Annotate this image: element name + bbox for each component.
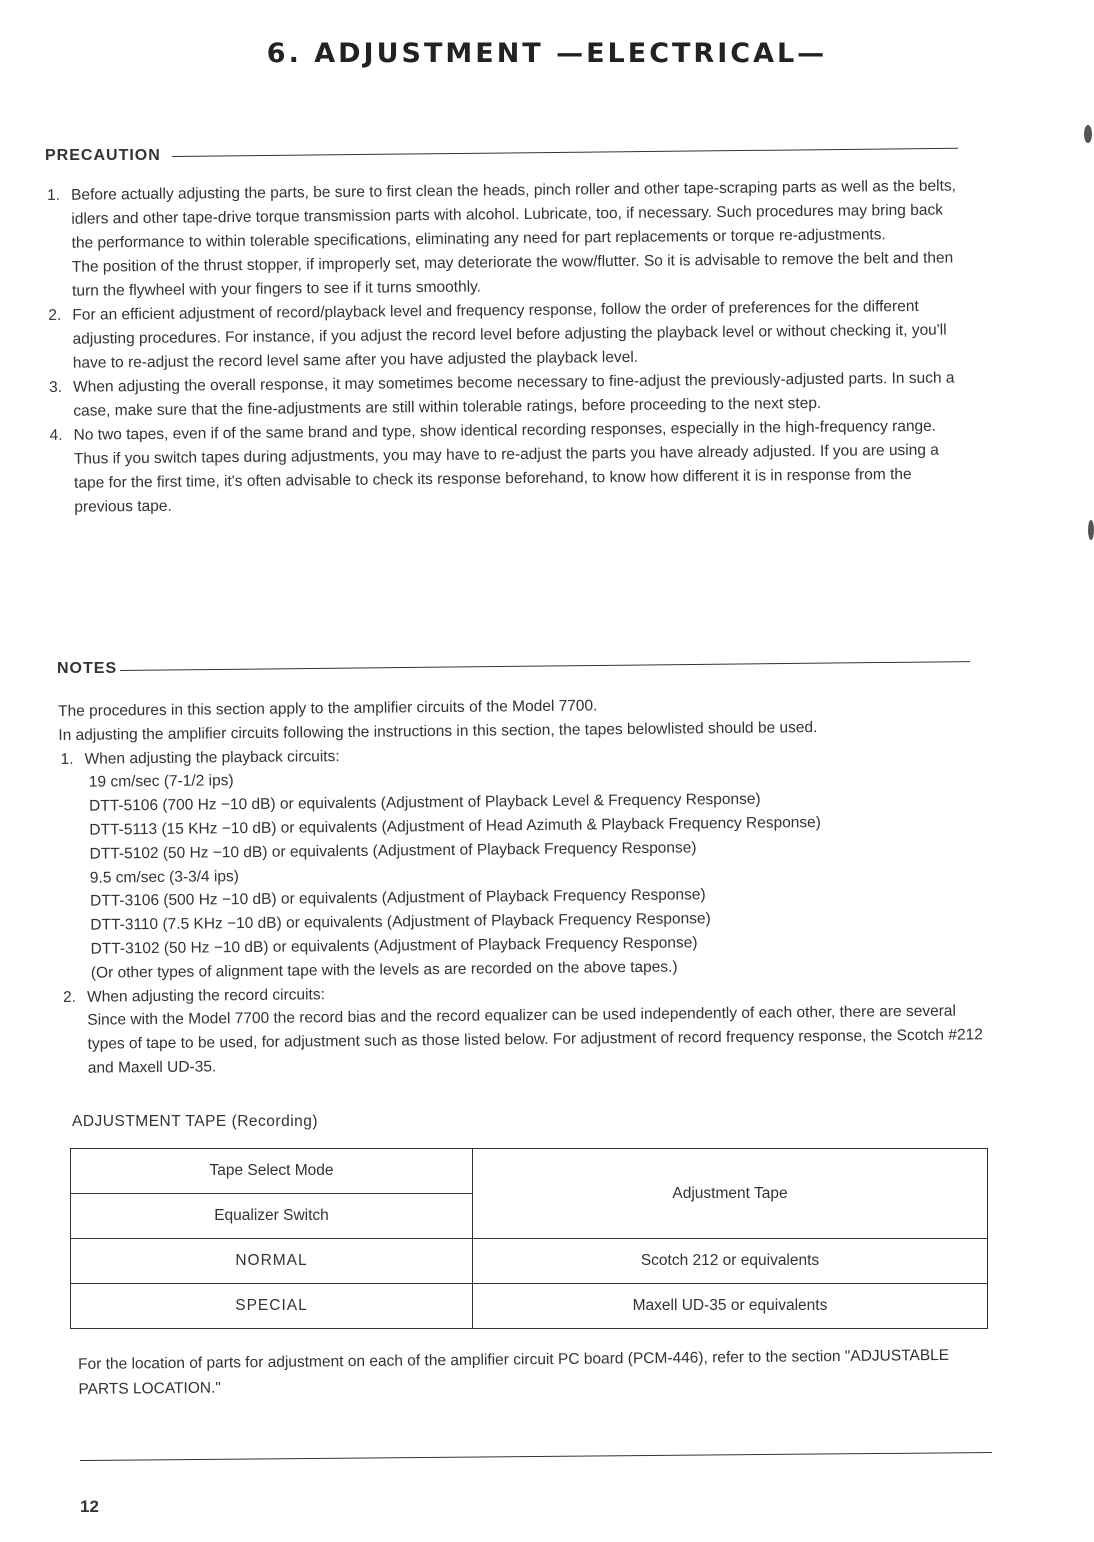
item-number: 2. <box>63 988 77 1006</box>
notes-item-record <box>61 976 984 1081</box>
item-text: Before actually adjusting the parts, be sure to first clean the heads, pinch roller and other tape-scraping parts as well as the belts, idlers and other tape-drive torque transmission parts with alcohol. Lubricate, too, if necessary. Such procedures may bring back the performance to within tolerable specifications, eliminating any need for part replacements or torque re-adjustments. <box>71 177 957 252</box>
table-row <box>71 1284 988 1329</box>
other-types-note: (Or other types of alignment tape with the levels as are recorded on the above tapes.) <box>90 958 678 982</box>
tape-entry: DTT-3106 (500 Hz −10 dB) or equivalents (Adjustment of Playback Frequency Response) <box>90 886 706 911</box>
notes-heading: NOTES <box>57 660 118 677</box>
tape-speed-2: 9.5 cm/sec (3-3/4 ips) <box>89 867 239 887</box>
tape-speed-1: 19 cm/sec (7-1/2 ips) <box>88 772 234 792</box>
item-number: 3. <box>49 378 63 396</box>
tape-entry: DTT-3110 (7.5 KHz −10 dB) or equivalents (Adjustment of Playback Frequency Response) <box>90 910 711 934</box>
notes-intro-1: The procedures in this section apply to the amplifier circuits of the Model 7700. <box>58 697 598 720</box>
header-equalizer-switch: Equalizer Switch <box>71 1194 473 1239</box>
item-text: When adjusting the overall response, it may sometimes become necessary to fine-adjust the previously-adjusted parts. In such a case, make sure that the fine-adjustments are still within tolerable ratings, before proceeding to the next step. <box>73 369 955 420</box>
item-number: 4. <box>49 426 63 444</box>
precaution-list <box>45 174 960 520</box>
tape-entry: DTT-5102 (50 Hz −10 dB) or equivalents (Adjustment of Playback Frequency Response) <box>89 839 697 863</box>
footer-note: For the location of parts for adjustment on each of the amplifier circuit PC board (PCM-446), refer to the section "ADJUSTABLE PARTS LOCATION." <box>78 1346 950 1398</box>
table-row <box>71 1149 988 1194</box>
scan-mark <box>1084 125 1092 143</box>
item-text: No two tapes, even if of the same brand and type, show identical recording responses, especially in the high-frequency range. Thus if you switch tapes during adjustments, you may have to re-adjust the parts you have already adjusted. If you are using a tape for the first time, it's often advisable to check its response beforehand, to know how different it is in response from the previous tape. <box>73 417 939 516</box>
notes-rule <box>120 661 970 671</box>
notes-body <box>58 690 984 1080</box>
table-row <box>71 1239 988 1284</box>
item-text: For an efficient adjustment of record/playback level and frequency response, follow the order of preferences for the different adjusting procedures. For instance, if you adjust the record level before adjusting the playback level or without checking it, you'll have to re-adjust the record level same after you have adjusted the playback level. <box>72 297 947 372</box>
tape-entry: DTT-5106 (700 Hz −10 dB) or equivalents (Adjustment of Playback Level & Frequency Response) <box>89 790 761 815</box>
scan-mark <box>1088 520 1094 540</box>
mode-cell: NORMAL <box>71 1239 473 1284</box>
mode-cell: SPECIAL <box>71 1284 473 1329</box>
tape-cell: Scotch 212 or equivalents <box>473 1239 988 1284</box>
tape-entry: DTT-3102 (50 Hz −10 dB) or equivalents (Adjustment of Playback Frequency Response) <box>90 934 698 958</box>
tape-entry: DTT-5113 (15 KHz −10 dB) or equivalents (Adjustment of Head Azimuth & Playback Frequency Response) <box>89 814 822 839</box>
precaution-item <box>45 174 958 304</box>
item-text: Since with the Model 7700 the record bias and the record equalizer can be used independently of each other, there are several types of tape to be used, for adjustment such as those listed below. For adjustment of record frequency response, the Scotch #212 and Maxell UD-35. <box>87 1002 983 1077</box>
notes-intro-2: In adjusting the amplifier circuits following the instructions in this section, the tapes belowlisted should be used. <box>58 718 818 744</box>
precaution-item <box>46 294 959 376</box>
precaution-heading: PRECAUTION <box>45 147 161 164</box>
item-label: When adjusting the record circuits: <box>87 985 325 1006</box>
precaution-item <box>48 414 961 520</box>
page-title: 6. ADJUSTMENT —ELECTRICAL— <box>266 38 828 69</box>
page-number: 12 <box>80 1497 99 1516</box>
item-extra-text: The position of the thrust stopper, if improperly set, may deteriorate the wow/flutter. So it is advisable to remove the belt and then turn the flywheel with your fingers to see if it turns smoothly. <box>71 249 954 300</box>
tape-cell: Maxell UD-35 or equivalents <box>473 1284 988 1329</box>
item-number: 1. <box>47 186 61 204</box>
header-adjustment-tape: Adjustment Tape <box>473 1149 988 1239</box>
precaution-rule <box>172 148 958 157</box>
header-tape-select-mode: Tape Select Mode <box>71 1149 473 1194</box>
item-number: 2. <box>48 306 62 324</box>
item-label: When adjusting the playback circuits: <box>84 747 340 768</box>
table-caption: ADJUSTMENT TAPE (Recording) <box>72 1113 319 1130</box>
adjustment-tape-table <box>70 1148 988 1329</box>
footer-rule <box>80 1452 992 1461</box>
item-number: 1. <box>60 750 74 768</box>
